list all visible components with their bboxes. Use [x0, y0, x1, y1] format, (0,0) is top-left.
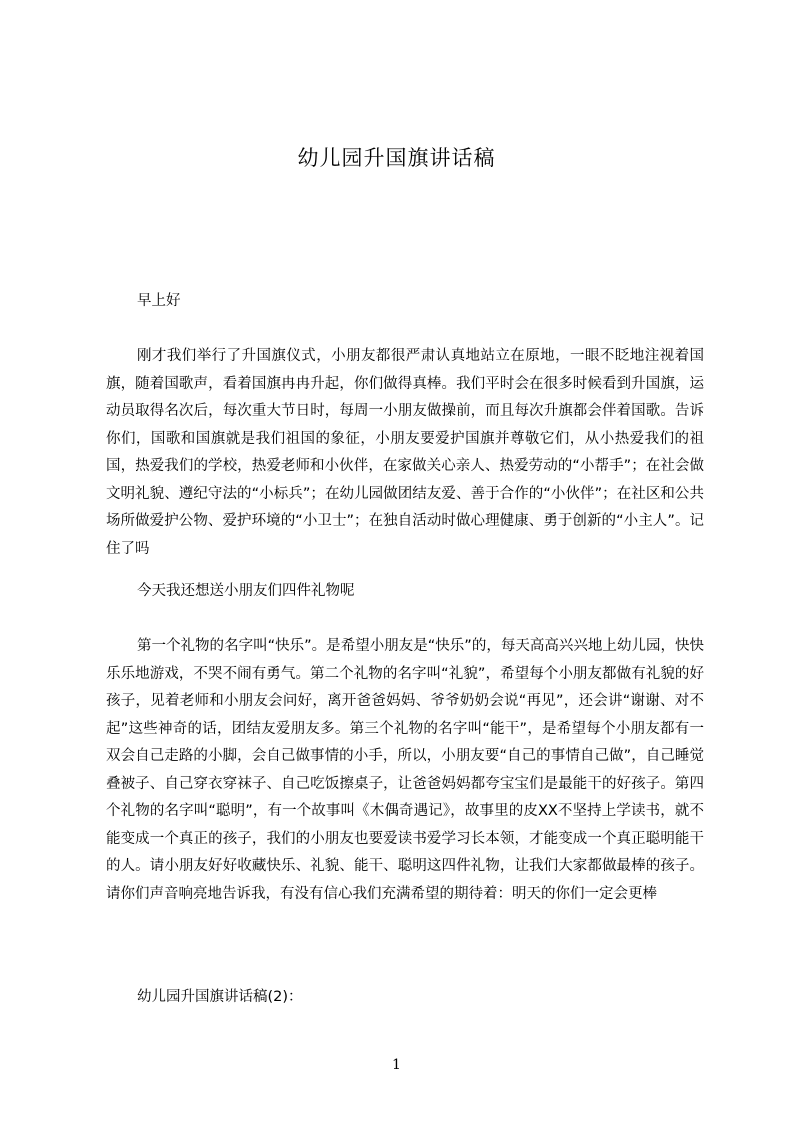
flag-ceremony-paragraph: 刚才我们举行了升国旗仪式，小朋友都很严肃认真地站立在原地，一眼不眨地注视着国旗，随着国歌声，看着国旗冉冉升起，你们做得真棒。我们平时会在很多时候看到升国旗，运动员取得名次后，每次重大节日时，每周一小朋友做操前，而且每次升旗都会伴着国歌。告诉你们，国歌和国旗就是我们祖国的象征，小朋友要爱护国旗并尊敬它们，从小热爱我们的祖国，热爱我们的学校，热爱老师和小伙伴，在家做关心亲人、热爱劳动的“小帮手”；在社会做文明礼貌、遵纪守法的“小标兵”；在幼儿园做团结友爱、善于合作的“小伙伴”；在社区和公共场所做爱护公物、爱护环境的“小卫士”；在独自活动时做心理健康、勇于创新的“小主人”。记住了吗: [106, 348, 704, 557]
greeting-paragraph: 早上好: [137, 293, 181, 309]
page-number: 1: [392, 1057, 401, 1073]
next-section-heading: 幼儿园升国旗讲话稿(2)：: [137, 989, 303, 1005]
document-title: 幼儿园升国旗讲话稿: [297, 146, 496, 170]
four-gifts-paragraph: 第一个礼物的名字叫“快乐”。是希望小朋友是“快乐”的，每天高高兴兴地上幼儿园，快快乐乐地游戏，不哭不闹有勇气。第二个礼物的名字叫“礼貌”，希望每个小朋友都做有礼貌的好孩子，见着老师和小朋友会问好，离开爸爸妈妈、爷爷奶奶会说“再见”，还会讲“谢谢、对不起”这些神奇的话，团结友爱朋友多。第三个礼物的名字叫“能干”，是希望每个小朋友都有一双会自己走路的小脚，会自己做事情的小手，所以，小朋友要“自己的事情自己做”，自己睡觉叠被子、自己穿衣穿袜子、自己吃饭擦桌子，让爸爸妈妈都夸宝宝们是最能干的好孩子。第四个礼物的名字叫“聪明”，有一个故事叫《木偶奇遇记》，故事里的皮XX不坚持上学读书，就不能变成一个真正的孩子，我们的小朋友也要爱读书爱学习长本领，才能变成一个真正聪明能干的人。请小朋友好好收藏快乐、礼貌、能干、聪明这四件礼物，让我们大家都做最棒的孩子。请你们声音响亮地告诉我，有没有信心我们充满希望的期待着：明天的你们一定会更棒: [106, 638, 704, 902]
gifts-intro-paragraph: 今天我还想送小朋友们四件礼物呢: [137, 583, 355, 599]
